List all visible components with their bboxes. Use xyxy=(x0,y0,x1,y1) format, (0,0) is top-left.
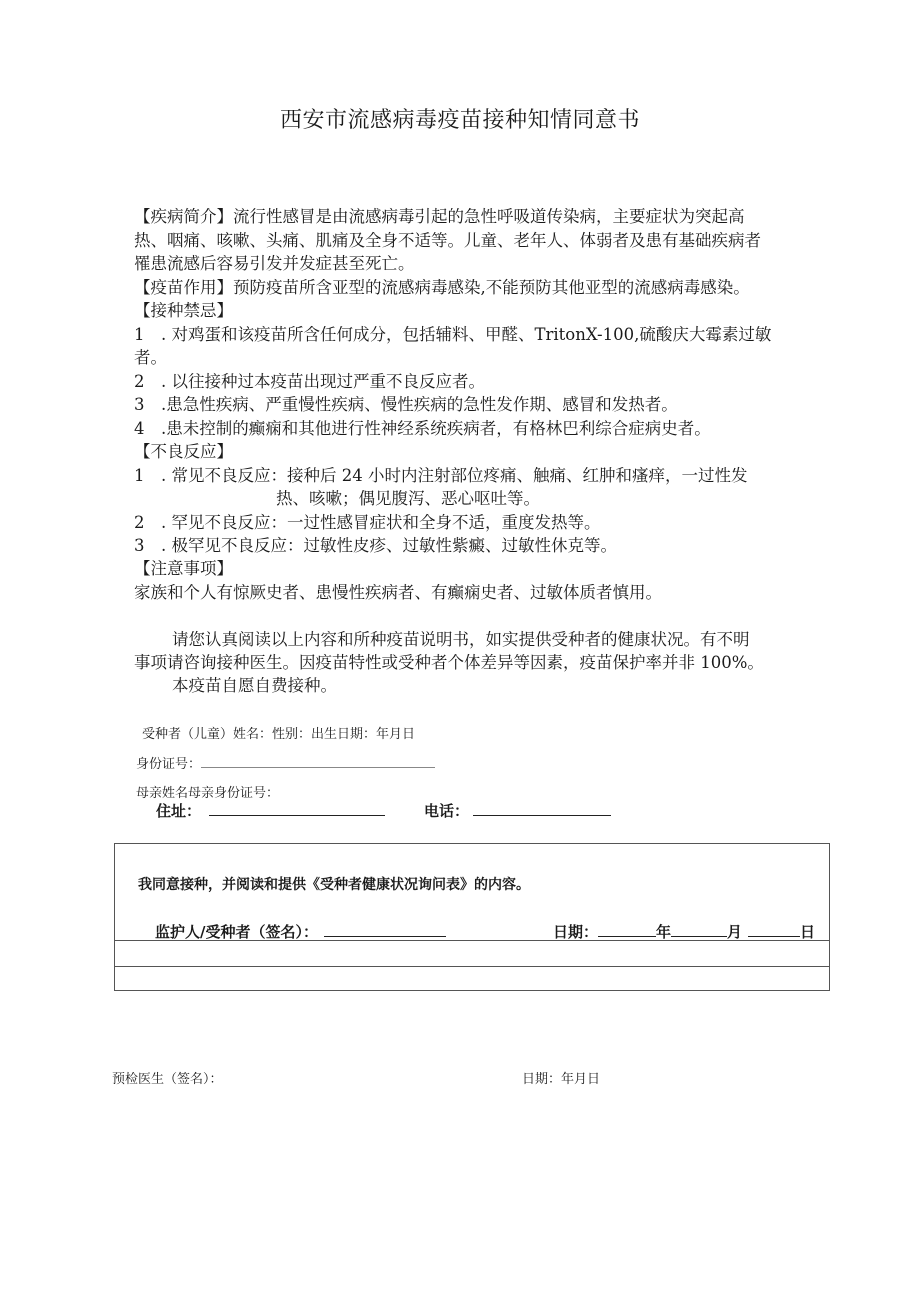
adverse-item-2: 2 . 罕见不良反应：一过性感冒症状和全身不适，重度发热等。 xyxy=(134,513,601,532)
contraindication-item-1-cont: 者。 xyxy=(134,348,167,367)
contraindication-item-4: 4 .患未控制的癫痫和其他进行性神经系统疾病者，有格林巴利综合症病史者。 xyxy=(134,419,711,438)
id-number-row xyxy=(136,753,435,772)
notes-heading: 【注意事项】 xyxy=(134,559,233,578)
doctor-signature-label: 预检医生（签名）： xyxy=(112,1072,223,1087)
consent-date-label: 日期： xyxy=(553,923,599,941)
consent-month-field[interactable] xyxy=(671,922,727,937)
consent-box xyxy=(114,843,830,991)
adverse-reactions-heading: 【不良反应】 xyxy=(134,442,233,461)
mother-info-label: 母亲姓名母亲身份证号： xyxy=(136,786,280,801)
adverse-item-1-cont: 热、咳嗽；偶见腹泻、恶心呕吐等。 xyxy=(276,489,540,508)
guardian-signature-field[interactable] xyxy=(324,922,446,937)
reminder-line-2: 事项请咨询接种医生。因疫苗特性或受种者个体差异等因素，疫苗保护率并非 100%。 xyxy=(134,653,764,672)
disease-intro-line-1: 【疾病简介】流行性感冒是由流感病毒引起的急性呼吸道传染病，主要症状为突起高 xyxy=(134,207,745,226)
consent-statement: 我同意接种，并阅读和提供《受种者健康状况询问表》的内容。 xyxy=(138,877,530,893)
consent-day-label: 日 xyxy=(800,923,816,941)
id-number-label: 身份证号： xyxy=(136,757,202,772)
adverse-item-3: 3 . 极罕见不良反应：过敏性皮疹、过敏性紫癜、过敏性休克等。 xyxy=(134,536,617,555)
consent-day-field[interactable] xyxy=(748,922,800,937)
contraindication-item-1: 1 . 对鸡蛋和该疫苗所含任何成分，包括辅料、甲醛、TritonX-100,硫酸庆大霉素过敏 xyxy=(134,325,772,344)
contraindications-heading: 【接种禁忌】 xyxy=(134,301,233,320)
phone-field[interactable] xyxy=(473,801,611,816)
adverse-item-1: 1 . 常见不良反应：接种后 24 小时内注射部位疼痛、触痛、红肿和瘙痒，一过性发 xyxy=(134,466,748,485)
consent-month-label: 月 xyxy=(727,923,743,941)
consent-year-label: 年 xyxy=(656,923,672,941)
vaccine-effect: 【疫苗作用】预防疫苗所含亚型的流感病毒感染,不能预防其他亚型的流感病毒感染。 xyxy=(134,278,750,297)
address-label: 住址： xyxy=(156,802,202,820)
reminder-line-3: 本疫苗自愿自费接种。 xyxy=(172,676,337,695)
contraindication-item-3: 3 .患急性疾病、严重慢性疾病、慢性疾病的急性发作期、感冒和发热者。 xyxy=(134,395,678,414)
phone-row xyxy=(424,800,611,821)
disease-intro-line-2: 热、咽痛、咳嗽、头痛、肌痛及全身不适等。儿童、老年人、体弱者及患有基础疾病者 xyxy=(134,231,761,250)
phone-label: 电话： xyxy=(424,802,470,820)
contraindication-item-2: 2 . 以往接种过本疫苗出现过严重不良反应者。 xyxy=(134,372,485,391)
guardian-signature-row xyxy=(155,921,446,942)
address-row xyxy=(156,800,385,821)
doctor-date-label: 日期：年月日 xyxy=(522,1072,601,1087)
id-number-field[interactable] xyxy=(201,753,435,768)
notes-text: 家族和个人有惊厥史者、患慢性疾病者、有癫痫史者、过敏体质者慎用。 xyxy=(134,583,662,602)
consent-date-row xyxy=(553,921,815,942)
page-title: 西安市流感病毒疫苗接种知情同意书 xyxy=(279,108,640,133)
guardian-signature-label: 监护人/受种者（签名）： xyxy=(155,923,318,941)
reminder-line-1: 请您认真阅读以上内容和所种疫苗说明书，如实提供受种者的健康状况。有不明 xyxy=(172,630,750,649)
consent-box-divider-2 xyxy=(115,966,829,967)
address-field[interactable] xyxy=(209,801,385,816)
disease-intro-line-3: 罹患流感后容易引发并发症甚至死亡。 xyxy=(134,254,415,273)
recipient-info-label: 受种者（儿童）姓名：性别：出生日期：年月日 xyxy=(142,727,416,742)
consent-year-field[interactable] xyxy=(598,922,656,937)
